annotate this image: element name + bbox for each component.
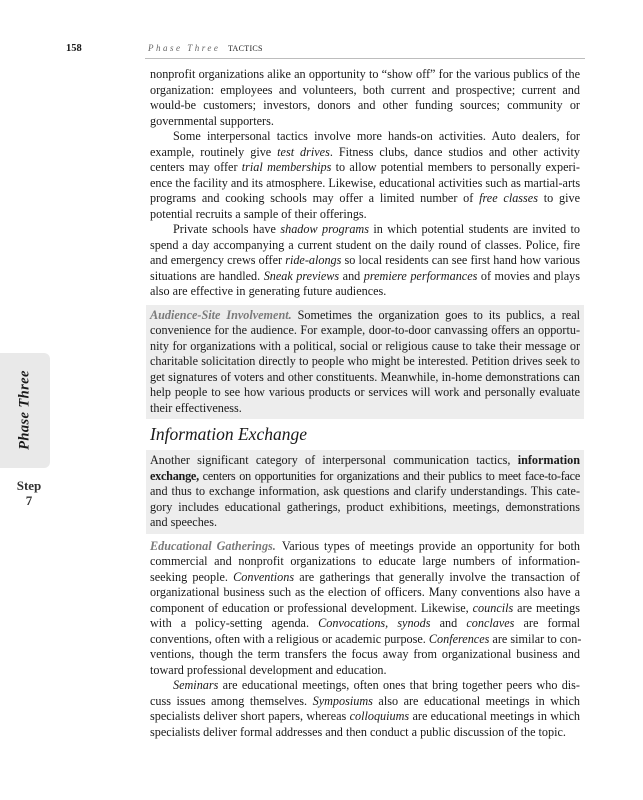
- text-line: also are effective in generating future audiences.: [150, 284, 387, 298]
- text-line: governmental supporters.: [150, 113, 274, 128]
- run-in-heading: Audience-Site Involvement.: [150, 307, 292, 322]
- text-line: specialists deliver short papers, whereas colloquiums are educational meetings in which: [150, 709, 580, 723]
- text-line: convenience for the audience. For example, door-to-door canvassing offers an opportu-: [150, 323, 580, 337]
- text-line: gory includes educational gatherings, product exhibitions, meetings, demonstrations: [150, 499, 580, 514]
- section-heading: Information Exchange: [150, 424, 307, 444]
- text-line: and emergency crews offer ride-alongs so local residents can see first hand how various: [150, 253, 580, 267]
- paragraph-intro: [150, 67, 580, 129]
- paragraph-seminars: [150, 678, 580, 740]
- text-line: Another significant category of interpersonal communication tactics, information: [150, 453, 580, 467]
- text-line: exchange, centers on opportunities for organizations and their publics to meet face-to-face: [150, 468, 580, 483]
- text-line: would-be customers; investors, donors and other funding sources; community or: [150, 98, 580, 112]
- text-line: organization: employees and volunteers, both current and prospective; current and: [150, 82, 580, 97]
- text-line: centers may offer trial memberships to allow potential members to personally experi-: [150, 160, 580, 174]
- text-line: specialists deliver formal addresses and then conduct a public discussion of the topic.: [150, 724, 566, 739]
- side-tab-label: Phase Three: [16, 370, 33, 450]
- text-line: situations are handled. Sneak previews and premiere performances of movies and plays: [150, 268, 580, 283]
- text-line: get signatures of voters and other constituents. Meanwhile, in-home demonstrations can: [150, 369, 580, 384]
- text-line: cuss issues among themselves. Symposiums also are educational meetings in which: [150, 693, 580, 708]
- text-line: nonprofit organizations alike an opportunity to “show off” for the various publics of the: [150, 67, 580, 81]
- text-line: Seminars are educational meetings, often ones that bring together peers who dis-: [173, 678, 580, 692]
- text-line: charitable solicitation directly to people who might be interested. Petition drives seek to: [150, 354, 580, 368]
- text-line: seeking people. Conventions are gatherings that generally involve the transaction of: [150, 569, 580, 584]
- text-line: commercial and nonprofit organizations to educate large numbers of information-: [150, 554, 580, 568]
- text-line: Audience-Site Involvement. Sometimes the organization goes to its publics, a real: [150, 307, 580, 322]
- text-line: toward professional development and education.: [150, 662, 387, 677]
- step-label: Step: [16, 478, 42, 493]
- text-line: Educational Gatherings. Various types of meetings provide an opportunity for both: [150, 538, 580, 553]
- educational-gatherings-section: [150, 539, 580, 679]
- text-line: ventions, though the term transfers the focus away from organizational business and: [150, 647, 580, 661]
- text-line: example, routinely give test drives. Fitness clubs, dance studios and other activity: [150, 144, 580, 159]
- text-line: programs and cooking schools may offer a limited number of free classes to give: [150, 191, 580, 205]
- paragraph-hands-on: [150, 129, 580, 222]
- text-line: help people to see how various products or services will work and personally evaluate: [150, 385, 580, 399]
- information-exchange-section: [146, 450, 584, 534]
- run-in-heading: Educational Gatherings.: [150, 538, 276, 553]
- page-number: 158: [66, 43, 82, 54]
- text-line: component of education or professional development. Likewise, councils are meetings: [150, 600, 580, 615]
- text-line: and thus to exchange information, ask questions and clarify understandings. This cate-: [150, 484, 580, 498]
- text-line: with a policy-setting agenda. Convocations, synods and conclaves are formal: [150, 616, 581, 630]
- text-line: Some interpersonal tactics involve more hands-on activities. Auto dealers, for: [173, 129, 580, 143]
- header-rule: [145, 58, 585, 59]
- audience-site-section: [146, 305, 584, 420]
- text-line: spend a day accompanying a current student on the daily round of classes. Police, fire: [150, 237, 580, 252]
- paragraph-shadow-programs: [150, 222, 580, 300]
- text-line: nity for organizations with a political, social or religious cause to take their message or: [150, 338, 580, 353]
- running-header-section: TACTICS: [228, 44, 263, 53]
- step-number: 7: [25, 493, 33, 508]
- text-line: ence the facility and its atmosphere. Likewise, educational activities such as martial-arts: [150, 175, 581, 190]
- body-text: [150, 67, 580, 740]
- text-line: conventions, often with a religious or academic purpose. Conferences are similar to con-: [150, 631, 582, 646]
- text-line: potential recruits a sample of their offerings.: [150, 206, 367, 221]
- text-line: their effectiveness.: [150, 400, 242, 415]
- text-line: and speeches.: [150, 515, 218, 529]
- text-line: Private schools have shadow programs in which potential students are invited to: [173, 222, 580, 236]
- running-header-phase: Phase Three: [148, 43, 221, 53]
- text-line: organizational business such as the election of officers. Many conventions also have a: [150, 585, 580, 599]
